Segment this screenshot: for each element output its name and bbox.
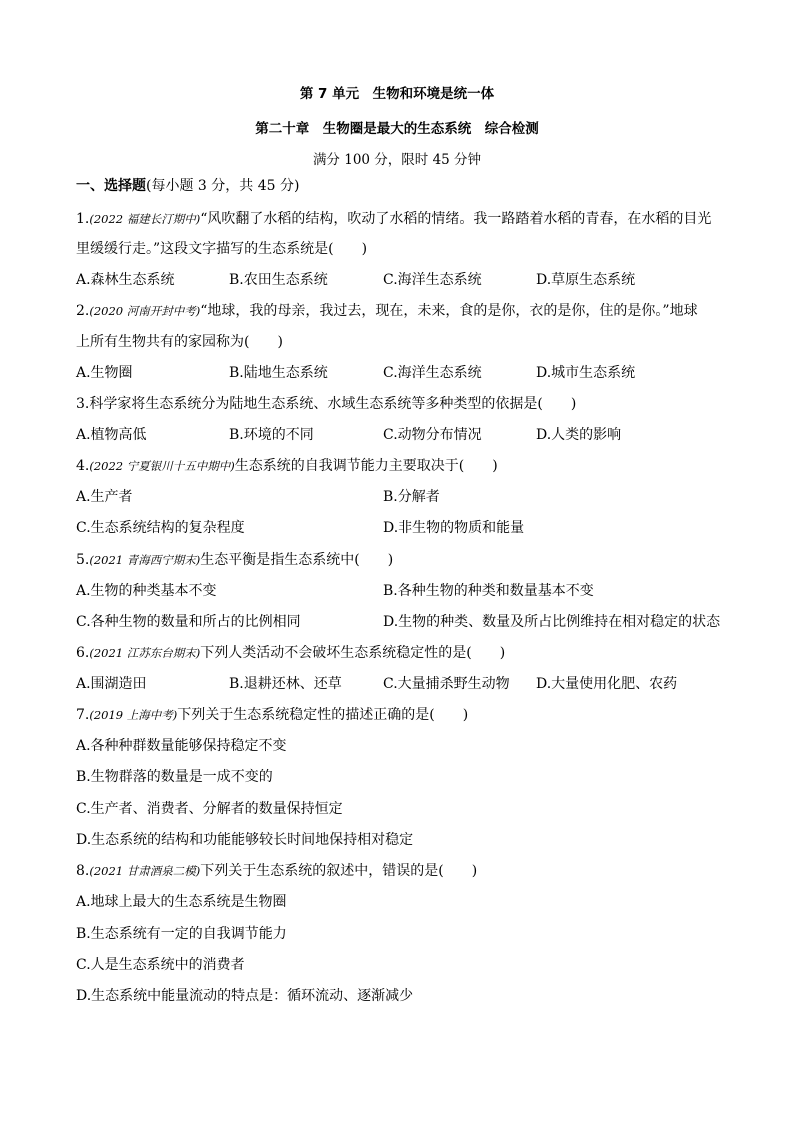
option-d: D.草原生态系统 (536, 272, 636, 288)
option-d: D.城市生态系统 (536, 365, 636, 381)
option-c: C.海洋生态系统 (383, 365, 482, 381)
option-a: A.生物的种类基本不变 (76, 583, 217, 599)
question-2-cont: 上所有生物共有的家园称为( ) (76, 334, 283, 350)
question-number: 6. (76, 645, 90, 661)
option-c: C.生态系统结构的复杂程度 (76, 520, 245, 536)
question-6 (76, 644, 726, 662)
option-d: D.生态系统的结构和功能能够较长时间地保持相对稳定 (76, 832, 414, 848)
question-3 (76, 395, 726, 413)
question-2 (76, 302, 726, 320)
question-source: (2021 甘肃酒泉二模) (89, 864, 201, 878)
question-source: (2019 上海中考) (89, 708, 178, 722)
option-a: A.生产者 (76, 489, 133, 505)
option-a: A.围湖造田 (76, 676, 147, 692)
question-number: 4. (76, 458, 90, 474)
option-c: C.人是生态系统中的消费者 (76, 957, 245, 973)
question-number: 2. (76, 303, 90, 319)
question-7 (76, 706, 726, 724)
option-c: C.生产者、消费者、分解者的数量保持恒定 (76, 801, 343, 817)
question-4 (76, 457, 726, 475)
option-d: D.生物的种类、数量及所占比例维持在相对稳定的状态 (383, 614, 721, 630)
question-source: (2022 福建长汀期中) (89, 212, 201, 226)
options-q3 (76, 426, 736, 444)
option-a: A.各种种群数量能够保持稳定不变 (76, 738, 287, 754)
question-8 (76, 862, 726, 880)
option-a: A.生物圈 (76, 365, 133, 381)
options-q5-row2 (76, 613, 736, 631)
question-number: 3. (76, 396, 90, 412)
question-number: 8. (76, 863, 90, 879)
question-text: “地球，我的母亲，我过去，现在，未来，食的是你，衣的是你，住的是你。”地球 (200, 303, 698, 319)
question-1-cont: 里缓缓行走。”这段文字描写的生态系统是( ) (76, 241, 368, 257)
question-text: 生态系统的自我调节能力主要取决于( ) (234, 458, 498, 474)
question-1 (76, 210, 726, 228)
option-d: D.生态系统中能量流动的特点是：循环流动、逐渐减少 (76, 988, 414, 1004)
question-text: 下列关于生态系统的叙述中，错误的是( ) (200, 863, 478, 879)
section-heading (76, 177, 726, 195)
option-c: C.动物分布情况 (383, 427, 482, 443)
question-number: 1. (76, 211, 90, 227)
unit-title: 第 7 单元 生物和环境是统一体 (299, 86, 495, 102)
option-a: A.植物高低 (76, 427, 147, 443)
option-c: C.大量捕杀野生动物 (383, 676, 510, 692)
options-q6 (76, 675, 736, 693)
question-source: (2021 江苏东台期末) (89, 646, 201, 660)
option-d: D.人类的影响 (536, 427, 622, 443)
question-text: “风吹翻了水稻的结构，吹动了水稻的情绪。我一路踏着水稻的青春，在水稻的目光 (200, 211, 712, 227)
options-q2 (76, 364, 736, 382)
option-b: B.各种生物的种类和数量基本不变 (383, 583, 594, 599)
question-text: 科学家将生态系统分为陆地生态系统、水域生态系统等多种类型的依据是( ) (89, 396, 577, 412)
section-title: 一、选择题 (76, 178, 146, 194)
option-b: B.生物群落的数量是一成不变的 (76, 769, 273, 785)
chapter-title: 第二十章 生物圈是最大的生态系统 综合检测 (255, 121, 539, 137)
option-a: A.地球上最大的生态系统是生物圈 (76, 894, 287, 910)
question-number: 5. (76, 552, 90, 568)
options-q4-row1 (76, 488, 736, 506)
section-note: (每小题 3 分，共 45 分) (146, 178, 300, 194)
question-text: 生态平衡是指生态系统中( ) (200, 552, 394, 568)
option-c: C.各种生物的数量和所占的比例相同 (76, 614, 301, 630)
question-source: (2022 宁夏银川十五中期中) (89, 459, 235, 473)
option-b: B.生态系统有一定的自我调节能力 (76, 926, 287, 942)
option-b: B.环境的不同 (229, 427, 314, 443)
options-q5-row1 (76, 582, 736, 600)
option-b: B.陆地生态系统 (229, 365, 328, 381)
question-source: (2021 青海西宁期末) (89, 553, 201, 567)
question-text: 下列关于生态系统稳定性的描述正确的是( ) (177, 707, 469, 723)
options-q4-row2 (76, 519, 736, 537)
question-number: 7. (76, 707, 90, 723)
option-a: A.森林生态系统 (76, 272, 175, 288)
option-b: B.退耕还林、还草 (229, 676, 342, 692)
question-text: 下列人类活动不会破坏生态系统稳定性的是( ) (200, 645, 506, 661)
option-d: D.非生物的物质和能量 (383, 520, 525, 536)
options-q1 (76, 271, 736, 289)
question-source: (2020 河南开封中考) (89, 304, 201, 318)
option-d: D.大量使用化肥、农药 (536, 676, 678, 692)
option-b: B.分解者 (383, 489, 440, 505)
option-b: B.农田生态系统 (229, 272, 328, 288)
score-info: 满分 100 分，限时 45 分钟 (312, 152, 482, 168)
question-5 (76, 551, 726, 569)
option-c: C.海洋生态系统 (383, 272, 482, 288)
